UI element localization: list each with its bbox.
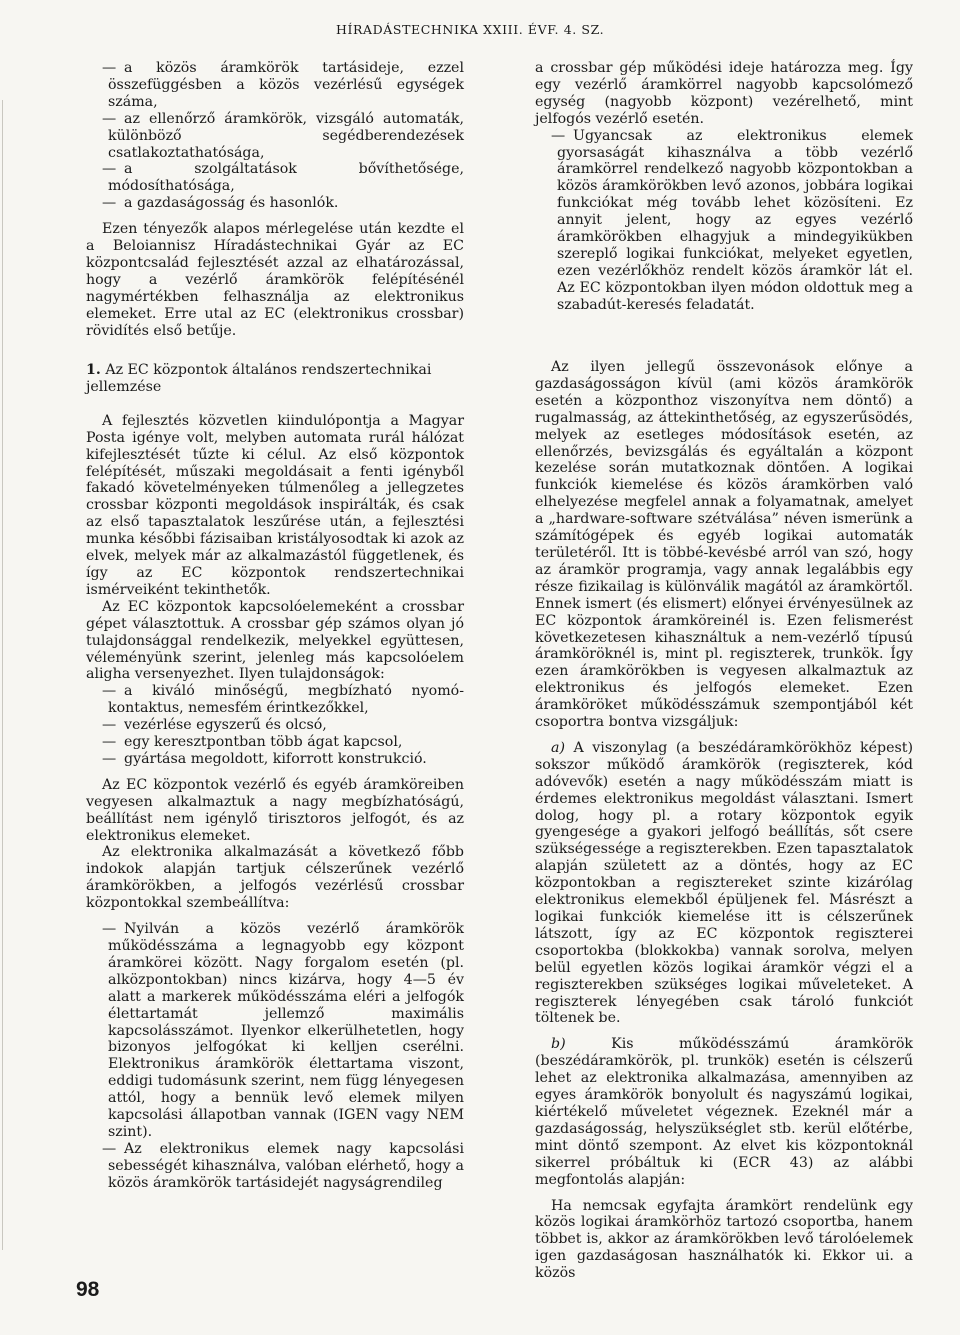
left-column-top xyxy=(86,60,464,340)
paragraph: Az elektronika alkalmazását a következő főbb indokok alapján tartjuk célszerűnek vezérlő áramkörökben, a jelfogós vezérlésű crossbar központokkal szembeállítva: xyxy=(86,844,464,912)
paragraph: Az EC központok kapcsolóelemeként a crossbar gépet választottuk. A crossbar gép számos olyan jó tulajdonsággal rendelkezik, melyekkel együttesen, véleményünk szerint, jelenleg más kapcsolóelem aligha versenyezhet. Ilyen tulajdonságok: xyxy=(86,598,464,683)
right-column-top xyxy=(535,60,913,314)
list-item: — a közös áramkörök tartásideje, ezzel összefüggésben a közös vezérlésű egységek száma, xyxy=(102,60,464,110)
list-item: — a kiváló minőségű, megbízható nyomó-kontaktus, nemesfém érintkezőkkel, xyxy=(102,683,464,717)
list-item: — gyártása megoldott, kiforrott konstrukció. xyxy=(102,750,427,767)
list-item: — Ugyancsak az elektronikus elemek gyorsaságát kihasználva a több vezérlő áramkörrel rendelkező nagyobb központokban a közös áramkörökben levő azonos, jobbára logikai funkciókat még tovább lehet közösíteni. Ez annyit jelent, hogy az egyes vezérlő áramkörökben elhagyjuk a mindegyikükben szereplő logikai funkciókat, melyeket egyetlen, ezen vezérlőkhöz rendelt közös áramkör lát el. Az EC központokban ilyen módon oldottuk meg a szabadút-keresés feladatát. xyxy=(551,127,913,313)
paragraph: a crossbar gép működési ideje határozza meg. Így egy vezérlő áramkörrel nagyobb kapcsolómező egység (nagyobb központ) vezérelhető, mint jelfogós vezérlő esetén. xyxy=(535,60,913,127)
item-label: a) xyxy=(551,739,565,756)
paragraph-item-a: a) A viszonylag (a beszédáramkörökhöz képest) sokszor működő áramkörök (regiszterek, kód adóvevők) esetén a nagy működésszám miatt is érdemes elektronikus megoldást választani. Ismert dolog, hogy pl. a rotary központok egyik gyengesége a gyakori jelfogó beállítás, sőt csere szükségessége a regiszterekben. Ezen tapasztalatok alapján született az a döntés, hogy az EC központokban a regisztereket szinte kizárólag elektronikus elemekből épüljenek fel. Másrészt a logikai funkciók kiemelése itt is célszerűnek látszott, így az EC központok regiszterei csoportokba (blokkokba) vannak sorolva, melyen belül egyetlen közös logikai áramkör végzi el a regiszterekben szükséges logikai műveleteket. A regiszterek lényegében csak tároló funkciót töltenek be. xyxy=(535,739,913,1027)
scan-margin-line xyxy=(2,100,3,1250)
list-item: — vezérlése egyszerű és olcsó, xyxy=(102,717,327,734)
list-item: — Nyilván a közös vezérlő áramkörök működésszáma a legnagyobb egy központ áramkörei között. Nagy forgalom esetén (pl. alközpontokban) nincs kizárva, hogy 4—5 év alatt a markerek működésszáma eléri a jelfogók élettartamát jellemző maximális kapcsolásszámot. Ilyenkor elkerülhetetlen, hogy bizonyos jelfogókat ki kelljen cserélni. Elektronikus áramkörök élettartama viszont, eddigi tudomásunk szerint, nem függ lényegesen attól, hogy a bennük levő elemek milyen kapcsolási állapotban vannak (IGEN vagy NEM szint). xyxy=(102,921,464,1140)
list-item: — Az elektronikus elemek nagy kapcsolási sebességét kihasználva, valóban elérhető, hogy a közös áramkörök tartásidejét nagyságrendileg xyxy=(102,1140,464,1191)
right-column-bottom xyxy=(535,359,913,1282)
paragraph: Ha nemcsak egyfajta áramkört rendelünk egy közös logikai áramkörhöz tartozó csoportba, hanem többet is, akkor az áramkörökben levő tárolóelemek igen gazdaságosan használhatók ki. Ekkor ui. a közös xyxy=(535,1197,913,1282)
section-heading xyxy=(86,362,464,396)
paragraph: A fejlesztés közvetlen kiindulópontja a Magyar Posta igénye volt, melyben automata rurál hálózat kifejlesztését tűzte ki célul. Az első központok felépítését, műszaki megoldásait a fenti igényből fakadó követelményeken túlmenőleg a jellegzetes crossbar központi megoldások inspirálták, és csak az első tapasztalatok leszűrése után, a fejlesztési munka későbbi fázisaiban kristályosodtak ki azok az elvek, melyek már az alkalmazástól függetlenek, és így az EC központok rendszertechnikai ismérveiként tekinthetők. xyxy=(86,412,464,598)
paragraph: Az ilyen jellegű összevonások előnye a gazdaságosságon kívül (ami közös áramkörök esetén a központhoz viszonyítva nem döntő) a rugalmasság, az áttekinthetőség, az egyszerűsödés, melyek az esetleges módosítások esetén, az ellenőrzés, bevizsgálás és egyáltalán a központ kezelése során mutatkoznak döntően. A logikai funkciók kiemelése és közös áramkörben való elhelyezése megfelel annak a folyamatnak, amelyet a „hardware-software szétválása” néven ismerünk a számítógépek és egyéb logikai automaták területéről. Itt is többé-kevésbé arról van szó, hogy az áramkör programja, vagy annak legalábbis egy része fizikailag is különválik magától az áramkörtől. Ennek ismert (és elismert) előnyei érvényesülnek az EC központok áramköreinél is. Ezen felismerést következetesen kihasználtuk a nem-vezérlő típusú áramköröknél is, mint pl. regiszterek, trunkök. Így ezen áramkörökben is vegyesen alkalmaztuk az elektronikus és jelfogós elemeket. Ezen áramköröket működésszámuk szempontjából két csoportra bontva vizsgáljuk: xyxy=(535,359,913,731)
list-item: — egy keresztpontban több ágat kapcsol, xyxy=(102,734,403,751)
paragraph: Az EC központok vezérlő és egyéb áramköreiben vegyesen alkalmaztuk a nagy megbízhatóságú, beállítást nem igénylő tirisztoros jelfogót, és az elektronikus elemeket. xyxy=(86,776,464,844)
list-item: — a gazdaságosság és hasonlók. xyxy=(102,195,339,212)
list-item: — az ellenőrző áramkörök, vizsgáló automaták, különböző segédberendezések csatlakoztathatósága, xyxy=(102,110,464,161)
list-item: — a szolgáltatások bővíthetősége, módosíthatósága, xyxy=(102,161,464,195)
left-column-bottom xyxy=(86,362,464,1192)
paragraph: Ezen tényezők alapos mérlegelése után kezdte el a Beloiannisz Híradástechnikai Gyár az EC központcsalád fejlesztését azzal az elhatározással, hogy a vezérlő áramkörök felépítésénél nagymértékben felhasználja az elektronikus elemeket. Erre utal az EC (elektronikus crossbar) rövidítés első betűje. xyxy=(86,221,464,339)
paragraph-item-b: b) Kis működésszámú áramkörök (beszédáramkörök, pl. trunkök) esetén is célszerű lehet az elektronika alkalmazása, amennyiben az egyes áramkörök bonyolult és nagyszámú logikai, kiértékelő műveletet végeznek. Ezeknél már a gazdaságosság, helyszükséglet stb. kerül előtérbe, mint döntő szempont. Az elvet kis központoknál sikerrel próbáltuk ki (ECR 43) az alábbi megfontolás alapján: xyxy=(535,1036,913,1188)
section-title: Az EC központok általános rendszertechnikai jellemzése xyxy=(86,362,432,395)
running-header: HÍRADÁSTECHNIKA XXIII. ÉVF. 4. SZ. xyxy=(336,22,605,37)
page-number: 98 xyxy=(76,1278,100,1301)
item-label: b) xyxy=(551,1036,566,1053)
section-number: 1. xyxy=(86,362,101,378)
